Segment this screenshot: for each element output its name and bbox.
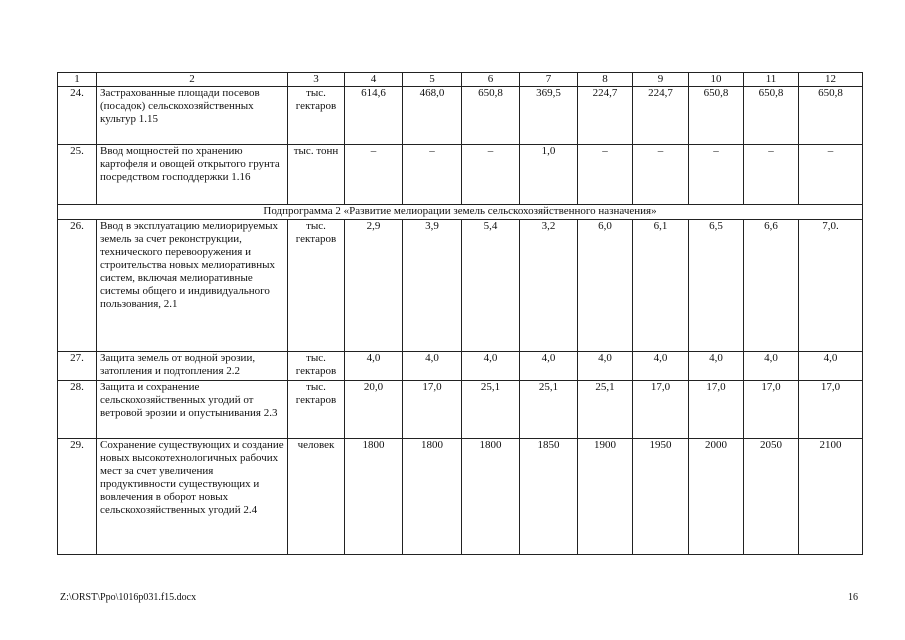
value-cell: 224,7 xyxy=(578,87,633,145)
value-cell: 614,6 xyxy=(345,87,403,145)
value-cell: 6,1 xyxy=(633,220,689,352)
value-cell: 4,0 xyxy=(403,352,462,381)
table-row xyxy=(58,439,863,555)
value-cell: 4,0 xyxy=(462,352,520,381)
table-body xyxy=(58,73,863,555)
value-cell: 468,0 xyxy=(403,87,462,145)
value-cell: 650,8 xyxy=(744,87,799,145)
value-cell: 25,1 xyxy=(462,381,520,439)
header-cell: 2 xyxy=(97,73,288,87)
value-cell: 1950 xyxy=(633,439,689,555)
value-cell: 2000 xyxy=(689,439,744,555)
header-cell: 1 xyxy=(58,73,97,87)
indicator-name: Ввод мощностей по хранению картофеля и овощей открытого грунта посредством господдержки 1.16 xyxy=(97,145,288,205)
value-cell: 1900 xyxy=(578,439,633,555)
footer-page-number: 16 xyxy=(848,592,858,603)
table-row xyxy=(58,220,863,352)
value-cell: 17,0 xyxy=(633,381,689,439)
value-cell: 6,0 xyxy=(578,220,633,352)
header-cell: 9 xyxy=(633,73,689,87)
value-cell: 650,8 xyxy=(462,87,520,145)
value-cell: 25,1 xyxy=(578,381,633,439)
value-cell: 2,9 xyxy=(345,220,403,352)
unit-cell: тыс. гектаров xyxy=(288,220,345,352)
value-cell: 1800 xyxy=(462,439,520,555)
value-cell: – xyxy=(633,145,689,205)
row-number: 26. xyxy=(58,220,97,352)
value-cell: 7,0. xyxy=(799,220,863,352)
header-row xyxy=(58,73,863,87)
value-cell: 17,0 xyxy=(403,381,462,439)
value-cell: – xyxy=(744,145,799,205)
value-cell: 650,8 xyxy=(799,87,863,145)
value-cell: 4,0 xyxy=(633,352,689,381)
value-cell: 4,0 xyxy=(744,352,799,381)
unit-cell: тыс. гектаров xyxy=(288,381,345,439)
unit-cell: тыс. тонн xyxy=(288,145,345,205)
unit-cell: тыс. гектаров xyxy=(288,352,345,381)
header-cell: 6 xyxy=(462,73,520,87)
indicator-name: Ввод в эксплуатацию мелиорируемых земель за счет реконструкции, технического перевооружения и строительства новых мелиоративных систем, включая мелиоративные системы общего и индивидуального пользования, 2.1 xyxy=(97,220,288,352)
value-cell: – xyxy=(578,145,633,205)
header-cell: 8 xyxy=(578,73,633,87)
value-cell: 20,0 xyxy=(345,381,403,439)
value-cell: – xyxy=(345,145,403,205)
value-cell: 2100 xyxy=(799,439,863,555)
row-number: 24. xyxy=(58,87,97,145)
value-cell: 3,9 xyxy=(403,220,462,352)
value-cell: – xyxy=(462,145,520,205)
table-row xyxy=(58,87,863,145)
row-number: 28. xyxy=(58,381,97,439)
value-cell: 1,0 xyxy=(520,145,578,205)
header-cell: 10 xyxy=(689,73,744,87)
value-cell: 6,5 xyxy=(689,220,744,352)
row-number: 27. xyxy=(58,352,97,381)
value-cell: 1800 xyxy=(403,439,462,555)
header-cell: 3 xyxy=(288,73,345,87)
value-cell: 369,5 xyxy=(520,87,578,145)
value-cell: 4,0 xyxy=(345,352,403,381)
indicator-name: Защита земель от водной эрозии, затопления и подтопления 2.2 xyxy=(97,352,288,381)
value-cell: – xyxy=(403,145,462,205)
header-cell: 11 xyxy=(744,73,799,87)
footer-file-path: Z:\ORST\Ppo\1016p031.f15.docx xyxy=(60,592,197,603)
value-cell: 4,0 xyxy=(799,352,863,381)
value-cell: 17,0 xyxy=(799,381,863,439)
value-cell: 5,4 xyxy=(462,220,520,352)
value-cell: 650,8 xyxy=(689,87,744,145)
subprogram-title: Подпрограмма 2 «Развитие мелиорации земель сельскохозяйственного назначения» xyxy=(58,205,863,220)
value-cell: 17,0 xyxy=(744,381,799,439)
subprogram-row xyxy=(58,205,863,220)
indicator-name: Защита и сохранение сельскохозяйственных угодий от ветровой эрозии и опустынивания 2.3 xyxy=(97,381,288,439)
indicator-name: Застрахованные площади посевов (посадок) сельскохозяйственных культур 1.15 xyxy=(97,87,288,145)
value-cell: 1800 xyxy=(345,439,403,555)
value-cell: – xyxy=(799,145,863,205)
row-number: 25. xyxy=(58,145,97,205)
value-cell: 2050 xyxy=(744,439,799,555)
unit-cell: тыс. гектаров xyxy=(288,87,345,145)
header-cell: 7 xyxy=(520,73,578,87)
table-row xyxy=(58,352,863,381)
table-row xyxy=(58,145,863,205)
value-cell: 4,0 xyxy=(689,352,744,381)
header-cell: 5 xyxy=(403,73,462,87)
value-cell: 224,7 xyxy=(633,87,689,145)
header-cell: 12 xyxy=(799,73,863,87)
value-cell: 1850 xyxy=(520,439,578,555)
value-cell: 3,2 xyxy=(520,220,578,352)
value-cell: 25,1 xyxy=(520,381,578,439)
indicator-name: Сохранение существующих и создание новых высокотехнологичных рабочих мест за счет увеличения продуктивности существующих и вовлечения в оборот новых сельскохозяйственных угодий 2.4 xyxy=(97,439,288,555)
value-cell: 4,0 xyxy=(578,352,633,381)
table-row xyxy=(58,381,863,439)
indicators-table xyxy=(57,72,863,555)
row-number: 29. xyxy=(58,439,97,555)
value-cell: 6,6 xyxy=(744,220,799,352)
header-cell: 4 xyxy=(345,73,403,87)
value-cell: – xyxy=(689,145,744,205)
unit-cell: человек xyxy=(288,439,345,555)
value-cell: 17,0 xyxy=(689,381,744,439)
value-cell: 4,0 xyxy=(520,352,578,381)
